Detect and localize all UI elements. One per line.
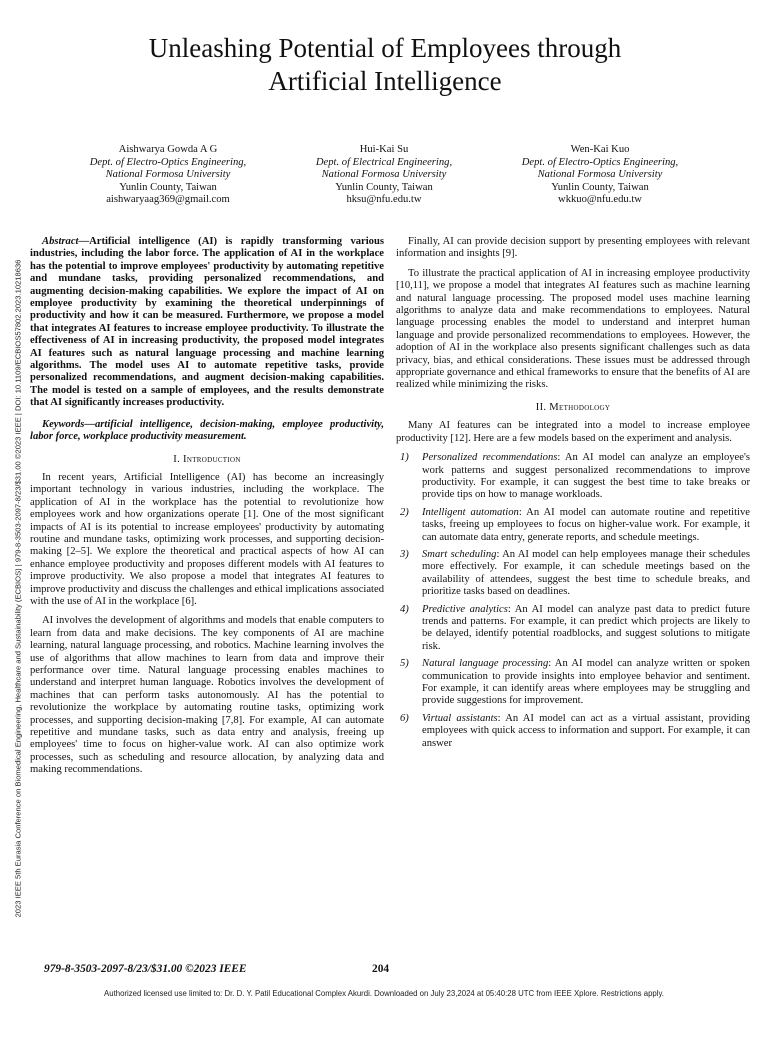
left-column: [30, 236, 384, 784]
author-univ: National Formosa University: [321, 169, 447, 181]
side-citation-text: 2023 IEEE 5th Eurasia Conference on Biomedical Engineering, Healthcare and Sustainability (ECBIOS) | 979-8-3503-2097-8/23/$31.00 ©2023 IEEE | DOI: 10.1109/ECBIOS57802.2023.10218636: [13, 259, 23, 918]
author-name: Aishwarya Gowda A G: [118, 144, 218, 155]
intro-paragraph-1: In recent years, Artificial Intelligence (AI) has become an increasingly important technology in various industries, including the workplace. The application of AI in the workplace has the potential to revolutionize how employees work and how organizations operate [1]. One of the most significant impacts of AI is its potential to increase employees' productivity by automating routine and mundane tasks, optimizing work processes, and supporting decision-making [2–5]. We explore the theoretical and practical aspects of how AI can enhance employee productivity and proposes different models with AI features to improve productivity. We also propose a model that integrates AI features to improve productivity and discuss the challenges and ethical implications associated with the use of AI in the workplace [6].: [30, 471, 384, 607]
section-heading-introduction: I. Introduction: [173, 453, 241, 465]
paper-title: [60, 32, 710, 98]
list-item-title: Predictive analytics: [422, 603, 508, 615]
section-heading-methodology: II. Methodology: [535, 401, 611, 413]
list-item-text: : An AI model can analyze written or spoken communication to provide insights into employee behavior and sentiment. For example, it can identify areas where employees may be struggling and provide suggestions for improvement.: [422, 658, 750, 707]
abstract: [30, 236, 384, 410]
author-location: Yunlin County, Taiwan: [551, 181, 649, 193]
title-line-2: Artificial Intelligence: [268, 66, 502, 96]
intro-paragraph-2: AI involves the development of algorithms and models that enable computers to learn from data and make decisions. The key components of AI are machine learning, natural language processing, and robotics. Machine learning involves the use of algorithms that allow machines to learn from data and improve their performance over time. Natural language processing enables machines to understand and interpret human language. Robotics involves the development of machines that can perform tasks autonomously. AI has the potential to revolutionize the workplace by automating routine tasks, optimizing work processes, and supporting decision-making [7,8]. For example, AI can automate repetitive and mundane tasks, such as data entry and analysis, freeing up employees' time to focus on higher-value work. AI can also optimize work processes, such as scheduling and resource allocation, by analyzing data and making recommendations.: [30, 615, 384, 776]
author-dept: Dept. of Electro-Optics Engineering,: [521, 156, 679, 168]
list-item-text: : An AI model can help employees manage their schedules more effectively. For example, it can schedule meetings based on the availability of attendees, suggest the best time to schedule breaks, and prioritize tasks based on deadlines.: [422, 548, 751, 598]
list-item-text: : An AI model can analyze an employee's work patterns and suggest personalized recommendations to improve productivity. For example, it can suggest the best time to take breaks or provide tips on how to manage workloads.: [422, 452, 750, 501]
list-item-number: 3): [400, 548, 409, 560]
author-name: Hui-Kai Su: [359, 144, 409, 155]
title-line-1: Unleashing Potential of Employees through: [148, 33, 622, 63]
list-item: [396, 713, 750, 750]
abstract-label: Abstract: [42, 236, 79, 247]
author-email[interactable]: wkkuo@nfu.edu.tw: [558, 194, 642, 206]
list-item-title: Smart scheduling: [422, 548, 497, 560]
list-item-number: 4): [400, 603, 409, 615]
footer-isbn: 979-8-3503-2097-8/23/$31.00 ©2023 IEEE: [44, 963, 247, 975]
author-email[interactable]: hksu@nfu.edu.tw: [346, 194, 422, 206]
list-item: [396, 658, 750, 708]
author-name: Wen-Kai Kuo: [570, 144, 630, 155]
model-list: [396, 452, 750, 750]
list-item-text: : An AI model can analyze past data to predict future trends and patterns. For example, it can predict which projects are likely to be delayed, identify potential roadblocks, and suggest solutions to mitigate risk.: [422, 603, 750, 652]
author-block-1: [58, 144, 278, 207]
author-univ: National Formosa University: [537, 169, 663, 181]
right-paragraph-2: To illustrate the practical application of AI in increasing employee productivity [10,11], we propose a model that integrates AI features such as machine learning and natural language processing. The proposed model uses machine learning algorithms to analyze data and make recommendations to employees. Natural language processing enables the model to understand and interpret human language and provide personalized recommendations to employees. However, the adoption of AI in the workplace also presents significant challenges such as data privacy, bias, and ethical considerations. These issues must be addressed through appropriate governance and ethical frameworks to ensure that the benefits of AI are realized while minimizing the risks.: [396, 267, 750, 391]
methodology-intro: Many AI features can be integrated into a model to increase employee productivity [12]. Here are a few models based on the experiment and analysis.: [396, 420, 750, 444]
right-paragraph-1: Finally, AI can provide decision support by presenting employees with relevant information and insights [9].: [396, 236, 750, 260]
list-item: [396, 507, 750, 544]
abstract-text: Artificial intelligence (AI) is rapidly transforming various industries, including the labor force. The application of AI in the workplace has the potential to improve employees' productivity by automating repetitive and mundane tasks, providing personalized recommendations, and augmenting decision-making capabilities. We explore the impact of AI on employee productivity by examining the theoretical underpinnings of productivity and how it can be measured. Furthermore, we propose a model that integrates AI features to increase employee productivity. To illustrate the effectiveness of AI in increasing productivity, the proposed model integrates AI features such as natural language processing and machine learning algorithms. The model uses AI to automate repetitive tasks, provide personalized recommendations, and augment decision-making capabilities. The model is tested on a sample of employees, and the results demonstrate that AI significantly increases productivity.: [30, 236, 384, 409]
author-block-3: [490, 144, 710, 207]
keywords: [30, 419, 384, 444]
list-item-number: 5): [400, 658, 409, 670]
list-item-number: 2): [400, 506, 409, 518]
list-item-text: : An AI model can automate routine and repetitive tasks, freeing up employees to focus on higher-value work. For example, it can automate data entry, generate reports, and schedule meetings.: [422, 506, 751, 543]
author-location: Yunlin County, Taiwan: [119, 181, 217, 193]
author-dept: Dept. of Electrical Engineering,: [315, 156, 453, 168]
list-item-title: Intelligent automation: [422, 506, 519, 518]
list-item-text: : An AI model can act as a virtual assistant, providing employees with quick access to information and support. For example, it can answer: [422, 712, 751, 749]
author-email[interactable]: aishwaryaag369@gmail.com: [106, 194, 230, 206]
list-item: [396, 452, 750, 502]
abstract-dash: —: [78, 236, 90, 247]
license-notice: Authorized licensed use limited to: Dr. D. Y. Patil Educational Complex Akurdi. Downloaded on July 23,2024 at 05:40:28 UTC from IEEE Xplore. Restrictions apply.: [104, 989, 664, 998]
list-item-title: Personalized recommendations: [422, 452, 558, 464]
keywords-label: Keywords: [42, 418, 85, 430]
list-item-title: Natural language processing: [422, 658, 549, 670]
author-univ: National Formosa University: [105, 169, 231, 181]
keywords-text: artificial intelligence, decision-making, employee productivity, labor force, workplace productivity measurement.: [30, 418, 384, 443]
list-item: [396, 549, 750, 599]
author-dept: Dept. of Electro-Optics Engineering,: [89, 156, 247, 168]
list-item-number: 6): [400, 712, 409, 724]
author-location: Yunlin County, Taiwan: [335, 181, 433, 193]
list-item-number: 1): [400, 452, 409, 464]
page-number: 204: [372, 963, 390, 975]
list-item-title: Virtual assistants: [422, 712, 498, 724]
author-block-2: [274, 144, 494, 207]
keywords-dash: —: [84, 418, 95, 430]
right-column: [396, 236, 750, 755]
list-item: [396, 604, 750, 654]
